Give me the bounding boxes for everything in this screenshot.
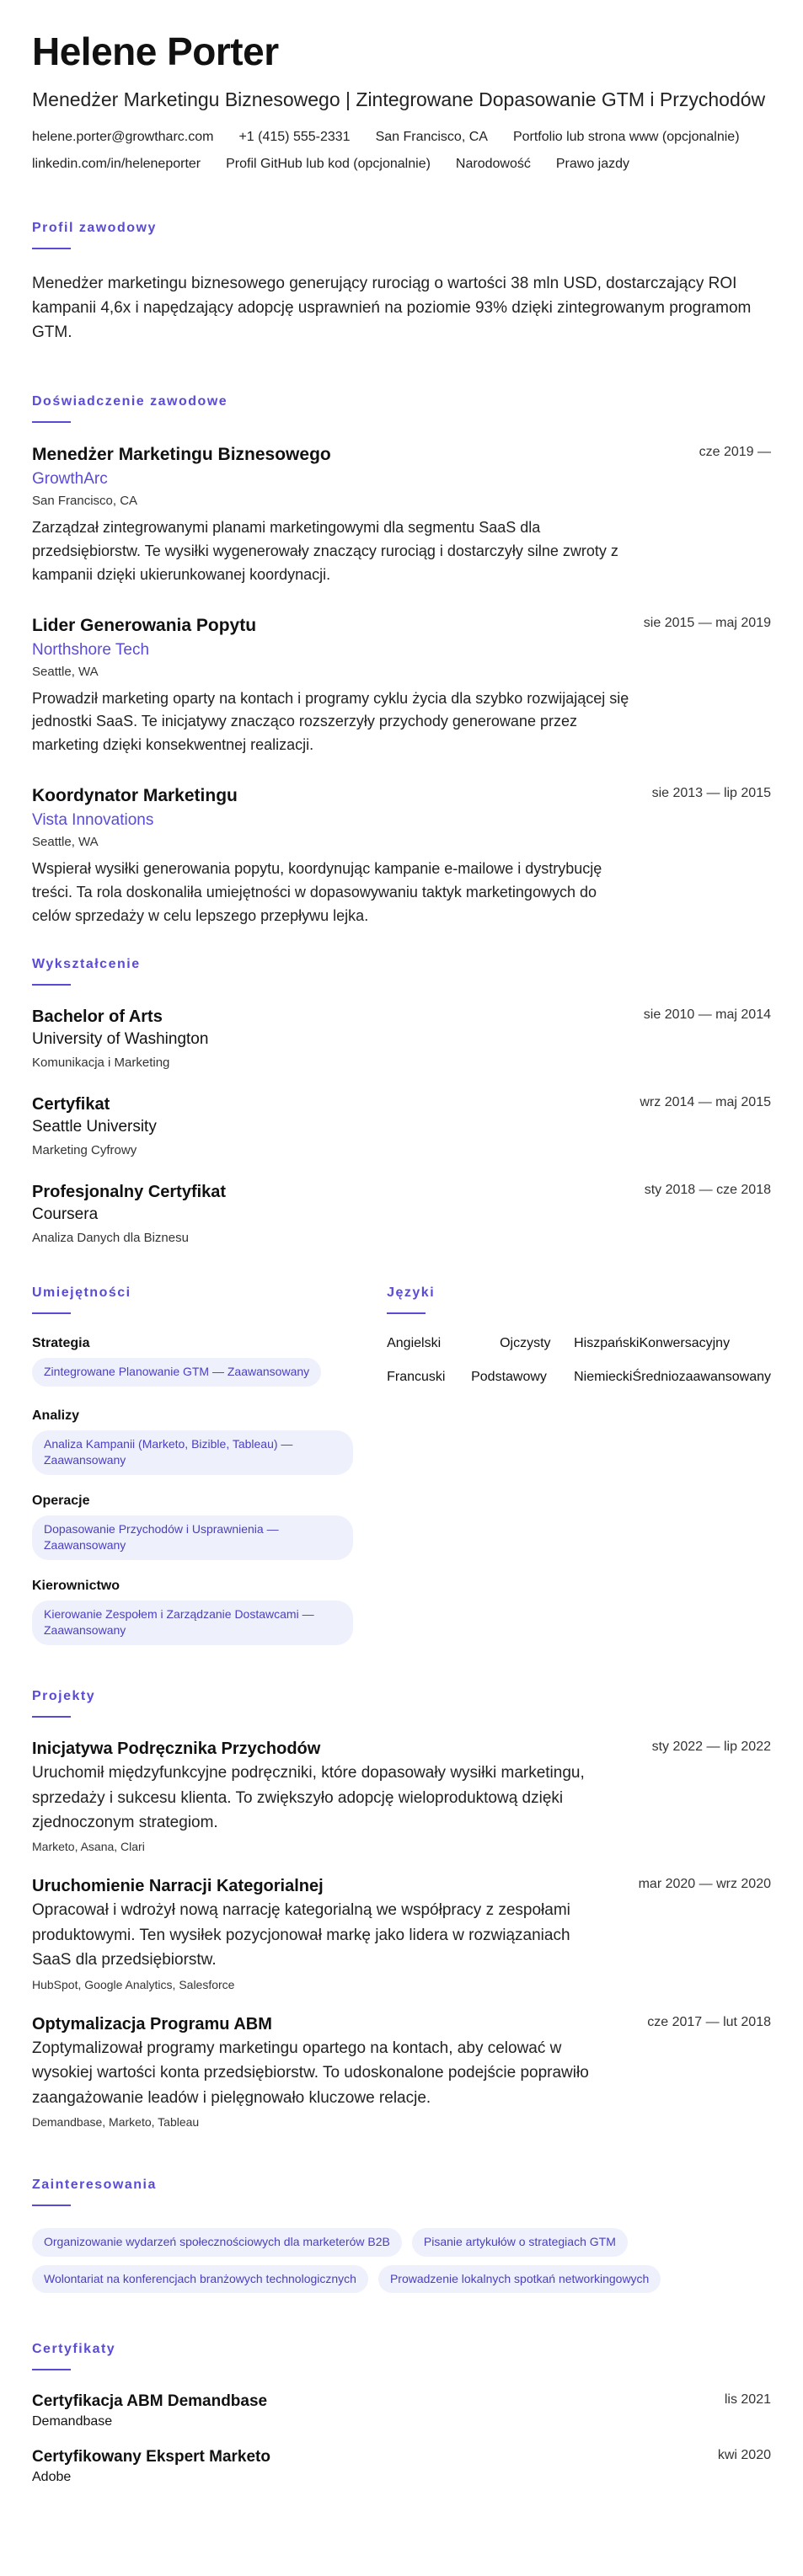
skill-category: Analizy [32, 1408, 80, 1423]
skill-tag: Zintegrowane Planowanie GTM — Zaawansowany [32, 1358, 321, 1387]
language-name: Niemiecki [574, 1369, 633, 1384]
section-divider [32, 1716, 71, 1718]
phone-number: +1 (415) 555-2331 [238, 129, 351, 144]
interest-tag: Pisanie artykułów o strategiach GTM [412, 2228, 628, 2257]
section-divider [32, 984, 71, 986]
project-description: Opracował i wdrożył nową narrację kategorialną we współpracy z zespołami produktowymi. Ten wysiłek pozycjonował markę jako lidera w rozwiązaniach SaaS dla przedsiębiorstw. [32, 1901, 570, 1969]
job-location: Seattle, WA [32, 835, 99, 850]
project-entry [32, 1740, 771, 1853]
languages-column [387, 1245, 771, 1664]
skills-languages-row [32, 1245, 771, 1664]
degree: Certyfikat [32, 1094, 110, 1114]
driving-license: Prawo jazdy [555, 156, 630, 171]
education-dates: sie 2010 — maj 2014 [643, 1007, 771, 1022]
education-dates: sty 2018 — cze 2018 [644, 1182, 771, 1197]
language-level: Ojczysty [500, 1335, 551, 1350]
education-entry [32, 1007, 771, 1070]
field-of-study: Marketing Cyfrowy [32, 1142, 137, 1157]
section-divider [32, 2205, 71, 2206]
project-tools: Demandbase, Marketo, Tableau [32, 2115, 200, 2130]
job-dates: sie 2013 — lip 2015 [651, 786, 771, 801]
experience-entry [32, 786, 771, 928]
experience-entry [32, 445, 771, 587]
location: San Francisco, CA [375, 129, 488, 144]
degree: Bachelor of Arts [32, 1007, 163, 1026]
language-name: Angielski [387, 1335, 442, 1350]
project-description: Zoptymalizował programy marketingu opartego na kontach, aby celować w wysokiej wartości konta przedsiębiorstw. To udoskonalone podejście poprawiło zaangażowanie leadów i pielęgnowało kluczowe relacje. [32, 2039, 589, 2107]
project-entry [32, 1877, 771, 1991]
language-level: Konwersacyjny [639, 1335, 731, 1350]
certificate-issuer: Adobe [32, 2470, 72, 2485]
certificate-date: kwi 2020 [717, 2448, 771, 2463]
project-dates: sty 2022 — lip 2022 [651, 1740, 771, 1755]
certificate-date: lis 2021 [724, 2392, 771, 2408]
degree: Profesjonalny Certyfikat [32, 1182, 227, 1201]
job-title: Menedżer Marketingu Biznesowego [32, 444, 331, 464]
interest-tag: Organizowanie wydarzeń społecznościowych dla marketerów B2B [32, 2228, 402, 2257]
section-title-languages: Języki [387, 1285, 436, 1300]
education-dates: wrz 2014 — maj 2015 [640, 1094, 771, 1109]
job-description: Wspierał wysiłki generowania popytu, koordynując kampanie e-mailowe i dystrybucję treści. Ta rola doskonaliła umiejętności w dopasowywaniu taktyk marketingowych do celów sprzedaży w celu lepszego przepływu lejka. [32, 860, 602, 925]
institution: University of Washington [32, 1029, 209, 1048]
section-divider [32, 2369, 71, 2370]
skill-category: Kierownictwo [32, 1578, 120, 1593]
skill-tag: Analiza Kampanii (Marketo, Bizible, Tableau) — Zaawansowany [32, 1430, 353, 1475]
section-title-projects: Projekty [32, 1689, 96, 1704]
institution: Seattle University [32, 1117, 157, 1136]
github-link[interactable]: Profil GitHub lub kod (opcjonalnie) [226, 156, 431, 171]
section-divider [32, 1312, 71, 1314]
section-title-profile: Profil zawodowy [32, 220, 157, 235]
company-name: Northshore Tech [32, 640, 150, 659]
language-name: Francuski [387, 1369, 446, 1384]
interests-list [32, 2228, 771, 2293]
section-divider [387, 1312, 426, 1314]
job-title: Koordynator Marketingu [32, 786, 238, 806]
section-title-experience: Doświadczenie zawodowe [32, 393, 228, 409]
certificate-name: Certyfikowany Ekspert Marketo [32, 2448, 270, 2466]
section-divider [32, 248, 71, 249]
job-location: San Francisco, CA [32, 493, 138, 508]
company-name: Vista Innovations [32, 811, 154, 830]
education-entry [32, 1183, 771, 1245]
profile-summary: Menedżer marketingu biznesowego generujący rurociąg o wartości 38 mln USD, dostarczający ROI kampanii 4,6x i napędzający adopcję usprawnień na poziomie 93% dzięki zintegrowanym programom GTM. [32, 274, 752, 342]
section-title-interests: Zainteresowania [32, 2178, 157, 2193]
project-tools: Marketo, Asana, Clari [32, 1840, 145, 1854]
certificate-issuer: Demandbase [32, 2414, 113, 2429]
skill-category: Operacje [32, 1493, 90, 1508]
project-dates: cze 2017 — lut 2018 [647, 2014, 771, 2029]
field-of-study: Komunikacja i Marketing [32, 1055, 170, 1070]
job-dates: sie 2015 — maj 2019 [643, 615, 771, 630]
job-title: Lider Generowania Popytu [32, 615, 257, 635]
field-of-study: Analiza Danych dla Biznesu [32, 1230, 189, 1245]
certificate-entry [32, 2392, 771, 2429]
language-level: Podstawowy [471, 1369, 547, 1384]
nationality: Narodowość [455, 156, 531, 171]
certificate-name: Certyfikacja ABM Demandbase [32, 2392, 268, 2411]
certificate-entry [32, 2448, 771, 2485]
section-divider [32, 421, 71, 423]
project-title: Uruchomienie Narracji Kategorialnej [32, 1877, 324, 1896]
language-row [387, 1336, 771, 1351]
portfolio-link[interactable]: Portfolio lub strona www (opcjonalnie) [512, 129, 740, 144]
language-name: Hiszpański [574, 1335, 640, 1350]
education-entry [32, 1095, 771, 1157]
institution: Coursera [32, 1205, 99, 1223]
experience-entry [32, 616, 771, 758]
job-description: Zarządzał zintegrowanymi planami marketingowymi dla segmentu SaaS dla przedsiębiorstw. Te wysiłki wygenerowały znaczący rurociąg i dostarczyły silne zwroty z kampanii dzięki ukierunkowanej koordynacji. [32, 518, 618, 583]
section-title-education: Wykształcenie [32, 956, 141, 971]
linkedin-link[interactable]: linkedin.com/in/heleneporter [32, 156, 201, 171]
project-description: Uruchomił międzyfunkcyjne podręczniki, które dopasowały wysiłki marketingu, sprzedaży i sukcesu klienta. To zwiększyło adopcję wieloproduktową dzięki zjednoczonym strategiom. [32, 1764, 585, 1831]
interest-tag: Prowadzenie lokalnych spotkań networkingowych [378, 2265, 661, 2294]
section-title-skills: Umiejętności [32, 1285, 131, 1300]
candidate-name: Helene Porter [32, 29, 279, 73]
job-dates: cze 2019 — [699, 444, 771, 459]
skill-tag: Dopasowanie Przychodów i Usprawnienia — Zaawansowany [32, 1515, 353, 1560]
project-entry [32, 2015, 771, 2129]
section-title-certificates: Certyfikaty [32, 2342, 116, 2357]
company-name: GrowthArc [32, 469, 108, 488]
project-tools: HubSpot, Google Analytics, Salesforce [32, 1977, 235, 1991]
language-row [387, 1370, 771, 1385]
skill-tag: Kierowanie Zespołem i Zarządzanie Dostawcami — Zaawansowany [32, 1601, 353, 1645]
skill-category: Strategia [32, 1335, 90, 1350]
job-location: Seattle, WA [32, 664, 99, 679]
email-link[interactable]: helene.porter@growtharc.com [32, 129, 214, 144]
interest-tag: Wolontariat na konferencjach branżowych technologicznych [32, 2265, 368, 2294]
candidate-headline: Menedżer Marketingu Biznesowego | Zintegrowane Dopasowanie GTM i Przychodów [32, 88, 766, 110]
project-title: Inicjatywa Podręcznika Przychodów [32, 1740, 321, 1759]
language-level: Średniozaawansowany [632, 1369, 771, 1384]
contact-info [32, 130, 771, 172]
project-title: Optymalizacja Programu ABM [32, 2014, 272, 2034]
skills-column [32, 1245, 353, 1664]
job-description: Prowadził marketing oparty na kontach i programy cyklu życia dla szybko rozwijającej się jednostki SaaS. Te inicjatywy znacząco rozszerzyły przychody generowane przez marketing dzięki konsekwentnej realizacji. [32, 689, 629, 754]
project-dates: mar 2020 — wrz 2020 [638, 1877, 771, 1892]
